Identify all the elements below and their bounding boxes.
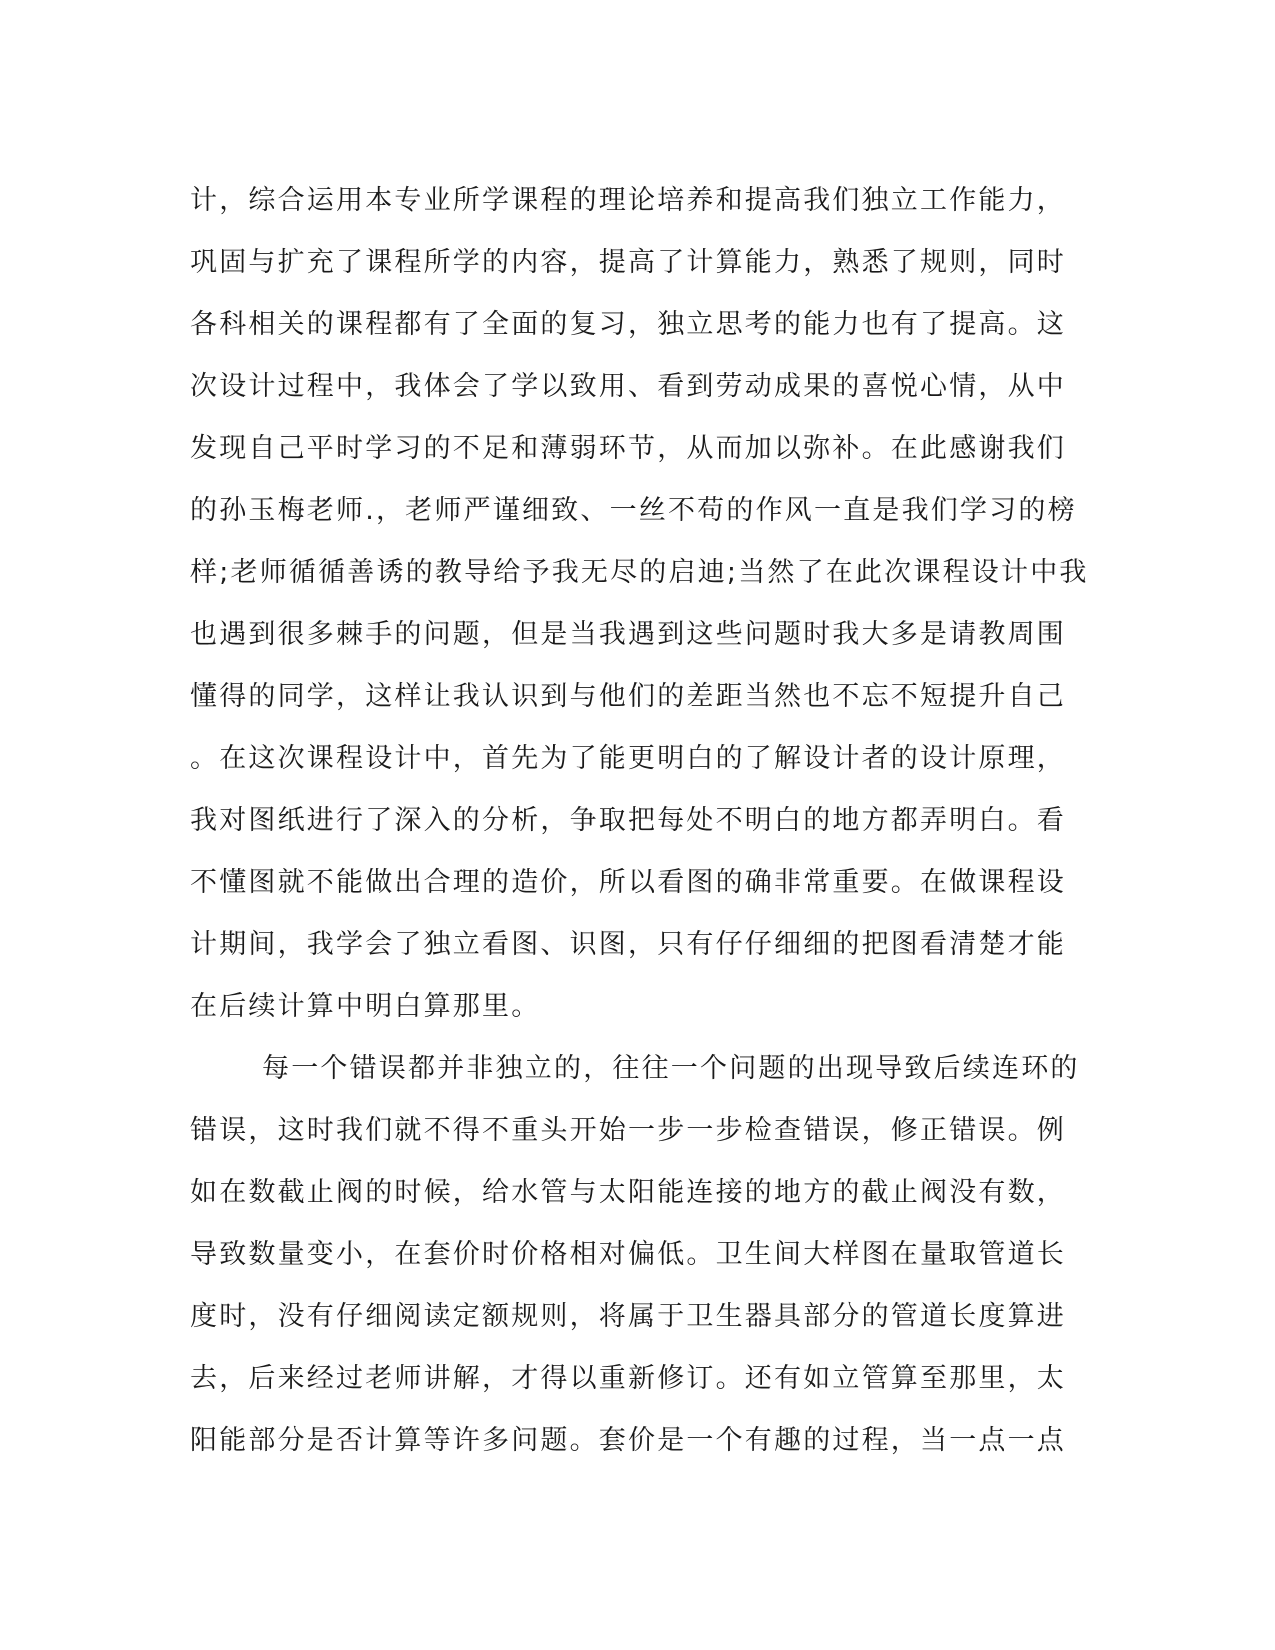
text-line: 错误，这时我们就不得不重头开始一步一步检查错误，修正错误。例: [190, 1115, 1066, 1146]
text-line: 在后续计算中明白算那里。: [190, 991, 541, 1022]
text-line: 计期间，我学会了独立看图、识图，只有仔仔细细的把图看清楚才能: [190, 929, 1066, 960]
text-line: 巩固与扩充了课程所学的内容，提高了计算能力，熟悉了规则，同时: [190, 247, 1066, 278]
text-line: 发现自己平时学习的不足和薄弱环节，从而加以弥补。在此感谢我们: [190, 433, 1066, 464]
text-line: 样;老师循循善诱的教导给予我无尽的启迪;当然了在此次课程设计中我: [190, 557, 1089, 588]
text-line: 导致数量变小，在套价时价格相对偏低。卫生间大样图在量取管道长: [190, 1239, 1066, 1270]
text-line: 不懂图就不能做出合理的造价，所以看图的确非常重要。在做课程设: [190, 867, 1066, 898]
text-line: 去，后来经过老师讲解，才得以重新修订。还有如立管算至那里，太: [190, 1363, 1066, 1394]
paragraph-1: [190, 170, 1090, 1038]
text-line: 如在数截止阀的时候，给水管与太阳能连接的地方的截止阀没有数，: [190, 1177, 1066, 1208]
text-line: 各科相关的课程都有了全面的复习，独立思考的能力也有了提高。这: [190, 309, 1066, 340]
text-line: 也遇到很多棘手的问题，但是当我遇到这些问题时我大多是请教周围: [190, 619, 1066, 650]
text-line: 计，综合运用本专业所学课程的理论培养和提高我们独立工作能力，: [190, 185, 1066, 216]
body-text: [190, 170, 1090, 1472]
text-line: 懂得的同学，这样让我认识到与他们的差距当然也不忘不短提升自己: [190, 681, 1066, 712]
text-line: 我对图纸进行了深入的分析，争取把每处不明白的地方都弄明白。看: [190, 805, 1066, 836]
text-line: 阳能部分是否计算等许多问题。套价是一个有趣的过程，当一点一点: [190, 1425, 1066, 1456]
paragraph-2: [190, 1038, 1090, 1472]
text-line: 次设计过程中，我体会了学以致用、看到劳动成果的喜悦心情，从中: [190, 371, 1066, 402]
text-line: 的孙玉梅老师.，老师严谨细致、一丝不苟的作风一直是我们学习的榜: [190, 495, 1077, 526]
text-line: 。在这次课程设计中，首先为了能更明白的了解设计者的设计原理，: [190, 743, 1066, 774]
text-line: 度时，没有仔细阅读定额规则，将属于卫生器具部分的管道长度算进: [190, 1301, 1066, 1332]
text-line: 每一个错误都并非独立的，往往一个问题的出现导致后续连环的: [262, 1053, 1080, 1084]
